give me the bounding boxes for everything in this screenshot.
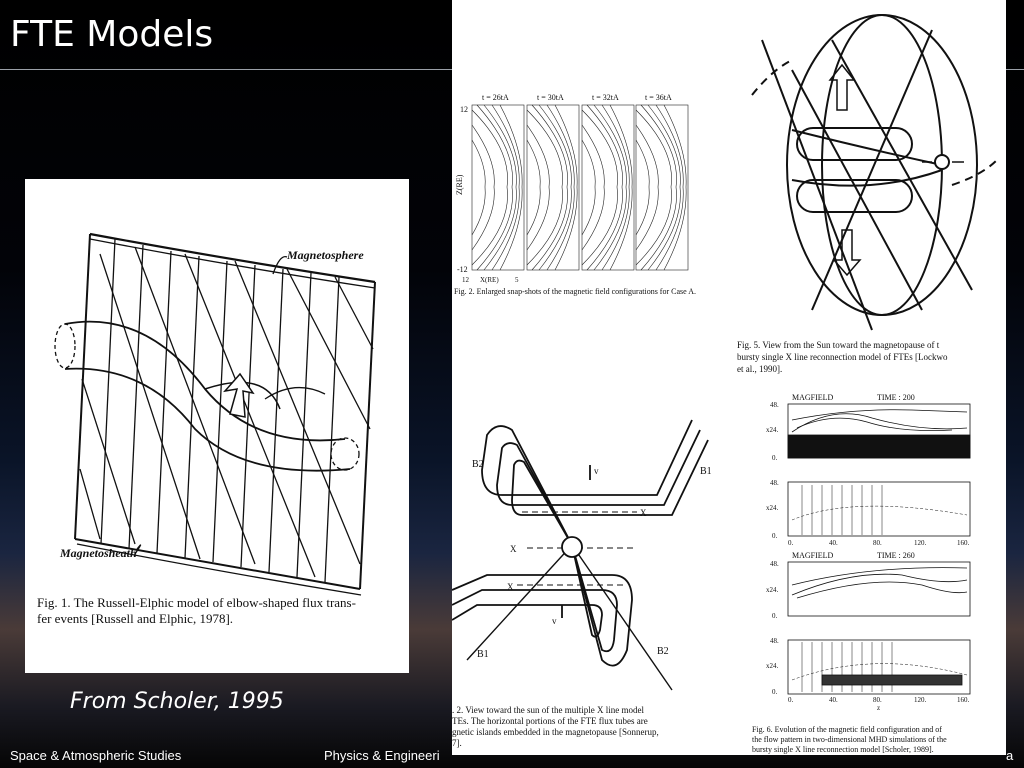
y-48-c: 48. (770, 560, 779, 568)
fig1-caption-line2: fer events [Russell and Elphic, 1978]. (37, 611, 234, 626)
y-48-a: 48. (770, 401, 779, 409)
magfield-header-260: MAGFIELD (792, 551, 834, 560)
y-0-d: 0. (772, 688, 778, 696)
composite-figures (452, 0, 1006, 755)
label-b2-top: B2 (472, 459, 484, 470)
russell-elphic-figure (25, 179, 409, 673)
y-24-d: x24. (766, 662, 779, 670)
label-b1-top: B1 (700, 466, 712, 477)
x-axis-label: z (877, 704, 881, 712)
fig5-caption-line2: bursty single X line reconnection model of FTEs [Lockwo (737, 352, 948, 362)
x-tick-80: 80. (873, 539, 882, 547)
x-tick-0-b: 0. (788, 696, 794, 704)
y-0-a: 0. (772, 454, 778, 462)
label-v-down: v (552, 616, 557, 626)
time-label-3: t = 32tA (592, 93, 619, 102)
scholer-mhd-panels (752, 393, 970, 754)
fig5-caption-line3: et al., 1990]. (737, 364, 783, 374)
y-0-b: 0. (772, 532, 778, 540)
x-tick-160-b: 160. (957, 696, 970, 704)
label-x-mid: X (510, 544, 517, 554)
y-48-d: 48. (770, 637, 779, 645)
time-200-label: TIME : 200 (877, 393, 915, 402)
y-48-b: 48. (770, 479, 779, 487)
fig2-sonnerup-caption-line1: . 2. View toward the sun of the multiple X line model (452, 705, 645, 715)
x-tick-80-b: 80. (873, 696, 882, 704)
footer-right: a (1006, 748, 1014, 763)
fig5-caption-line1: Fig. 5. View from the Sun toward the magnetopause of t (737, 340, 940, 350)
y-24-c: x24. (766, 586, 779, 594)
fig6-caption-line1: Fig. 6. Evolution of the magnetic field configuration and of (752, 725, 942, 734)
label-magnetosheath: Magnetosheath (60, 546, 137, 560)
x-tick-120: 120. (914, 539, 927, 547)
y-24-a: x24. (766, 426, 779, 434)
magfield-header-200: MAGFIELD (792, 393, 834, 402)
sonnerup-diagram (452, 420, 708, 690)
time-label-2: t = 30tA (537, 93, 564, 102)
time-260-label: TIME : 260 (877, 551, 915, 560)
x-tick-160: 160. (957, 539, 970, 547)
label-x-top: X (640, 508, 647, 518)
fig6-caption-line3: bursty single X line reconnection model [Scholer, 1989]. (752, 745, 934, 754)
label-x-bottom: X (507, 582, 514, 592)
label-b1-bottom: B1 (477, 649, 489, 660)
x-tick-label: X(RE) (480, 276, 499, 284)
lockwood-diagram (752, 15, 997, 330)
label-magnetosphere: Magnetosphere (287, 248, 364, 262)
snapshot-panels (454, 93, 696, 296)
label-v-up: v (594, 466, 599, 476)
time-label-4: t = 36tA (645, 93, 672, 102)
label-b2-bottom: B2 (657, 646, 669, 657)
x-tick-0: 0. (788, 539, 794, 547)
fig2-sonnerup-caption-line4: 7]. (452, 738, 462, 748)
fig6-caption-line2: the flow pattern in two-dimensional MHD simulations of the (752, 735, 947, 744)
source-caption: From Scholer, 1995 (70, 689, 284, 714)
footer-left: Space & Atmospheric Studies (10, 748, 182, 763)
time-label-1: t = 26tA (482, 93, 509, 102)
fig1-caption-line1: Fig. 1. The Russell-Elphic model of elbow-shaped flux trans- (37, 595, 356, 610)
x-tick-120-b: 120. (914, 696, 927, 704)
y-24-b: x24. (766, 504, 779, 512)
y-0-c: 0. (772, 612, 778, 620)
x-tick-5: 5 (515, 276, 519, 284)
slide-title: FTE Models (10, 14, 214, 55)
fig2-snapshot-caption: Fig. 2. Enlarged snap-shots of the magnetic field configurations for Case A. (454, 287, 697, 296)
fig2-sonnerup-caption-line3: gnetic islands embedded in the magnetopause [Sonnerup, (452, 727, 659, 737)
y-bottom-label: -12 (457, 265, 468, 274)
russell-elphic-diagram (25, 179, 409, 673)
composite-figures-svg (452, 0, 1006, 755)
x-tick-12: 12 (462, 276, 469, 284)
y-top-label: 12 (460, 105, 468, 114)
footer-middle: Physics & Engineeri (324, 748, 440, 763)
x-tick-40-b: 40. (829, 696, 838, 704)
x-tick-40: 40. (829, 539, 838, 547)
fig2-sonnerup-caption-line2: TEs. The horizontal portions of the FTE flux tubes are (452, 716, 648, 726)
y-axis-label: Z(RE) (455, 174, 464, 195)
